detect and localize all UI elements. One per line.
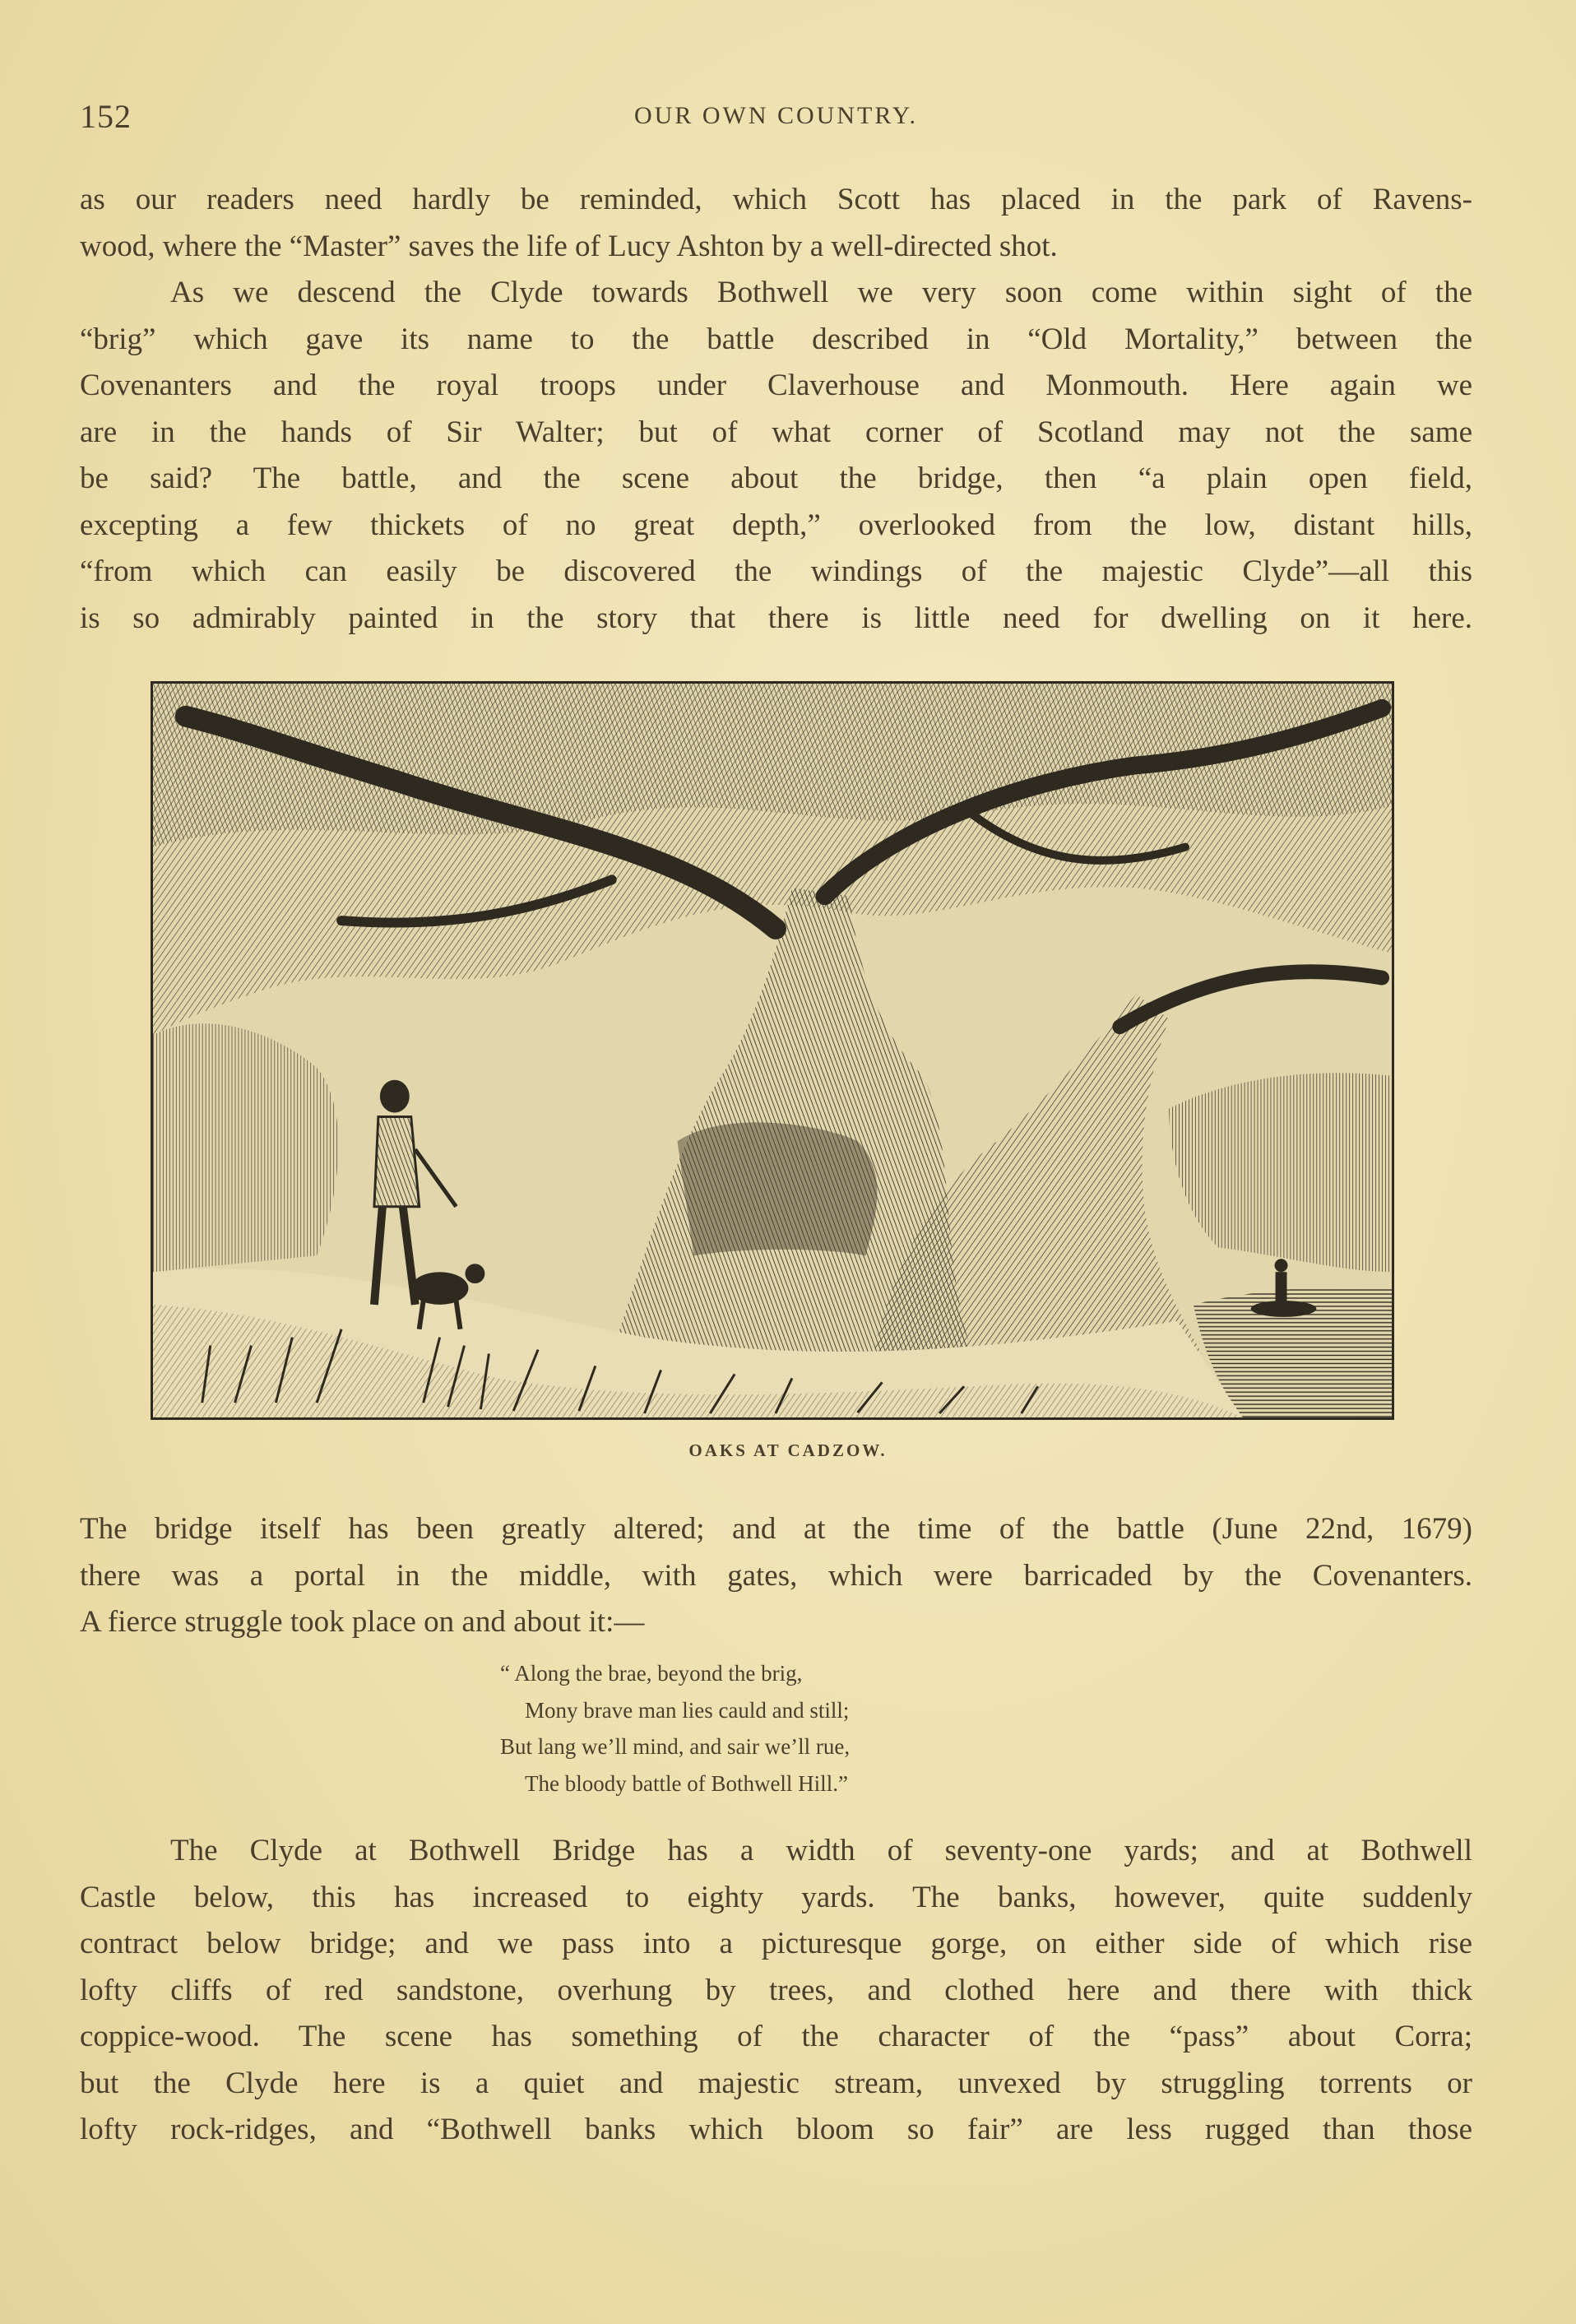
- paragraph-2: [80, 270, 1472, 642]
- verse-line: But lang we’ll mind, and sair we’ll rue,: [500, 1734, 851, 1759]
- text-line: is so admirably painted in the story that there is little need for dwelling on it here.: [80, 601, 1472, 635]
- paragraph-3: [80, 1506, 1472, 1646]
- verse-quotation: [500, 1655, 1092, 1802]
- text-line: as our readers need hardly be reminded, which Scott has placed in the park of Ravens-: [80, 183, 1472, 216]
- engraving-illustration: [153, 684, 1392, 1417]
- text-line: wood, where the “Master” saves the life of Lucy Ashton by a well-directed shot.: [80, 229, 1058, 263]
- text-line: are in the hands of Sir Walter; but of what corner of Scotland may not the same: [80, 415, 1472, 449]
- text-line: coppice-wood. The scene has something of the character of the “pass” about Corra;: [80, 2020, 1472, 2053]
- text-line: “from which can easily be discovered the windings of the majestic Clyde”—all this: [80, 554, 1472, 588]
- paragraph-1: [80, 177, 1472, 270]
- text-line: As we descend the Clyde towards Bothwell we very soon come within sight of the: [170, 276, 1472, 309]
- verse-line: “ Along the brae, beyond the brig,: [500, 1661, 803, 1686]
- text-line: but the Clyde here is a quiet and majestic stream, unvexed by struggling torrents or: [80, 2066, 1472, 2100]
- figure-caption: OAKS AT CADZOW.: [688, 1440, 888, 1460]
- text-line: Covenanters and the royal troops under Claverhouse and Monmouth. Here again we: [80, 369, 1472, 402]
- text-line: Castle below, this has increased to eighty yards. The banks, however, quite suddenly: [80, 1880, 1472, 1914]
- text-line: be said? The battle, and the scene about the bridge, then “a plain open field,: [80, 462, 1472, 495]
- verse-line: The bloody battle of Bothwell Hill.”: [525, 1770, 848, 1796]
- page-number: 152: [80, 98, 132, 135]
- text-line: contract below bridge; and we pass into a picturesque gorge, on either side of which rise: [80, 1927, 1472, 1960]
- text-line: The bridge itself has been greatly altered; and at the time of the battle (June 22nd, 1679): [80, 1512, 1472, 1546]
- text-line: lofty rock-ridges, and “Bothwell banks which bloom so fair” are less rugged than those: [80, 2113, 1472, 2146]
- text-line: The Clyde at Bothwell Bridge has a width of seventy-one yards; and at Bothwell: [170, 1834, 1472, 1867]
- engraving-oaks-at-cadzow: [151, 681, 1394, 1420]
- paragraph-4: [80, 1828, 1472, 2154]
- text-line: “brig” which gave its name to the battle described in “Old Mortality,” between the: [80, 322, 1472, 356]
- text-line: excepting a few thickets of no great depth,” overlooked from the low, distant hills,: [80, 508, 1472, 542]
- page-header: [80, 97, 1472, 146]
- text-line: lofty cliffs of red sandstone, overhung by trees, and clothed here and there with thick: [80, 1973, 1472, 2007]
- verse-line: Mony brave man lies cauld and still;: [525, 1697, 850, 1723]
- text-line: A fierce struggle took place on and about it:—: [80, 1605, 645, 1639]
- text-line: there was a portal in the middle, with gates, which were barricaded by the Covenanters.: [80, 1558, 1472, 1593]
- running-title: OUR OWN COUNTRY.: [634, 102, 918, 129]
